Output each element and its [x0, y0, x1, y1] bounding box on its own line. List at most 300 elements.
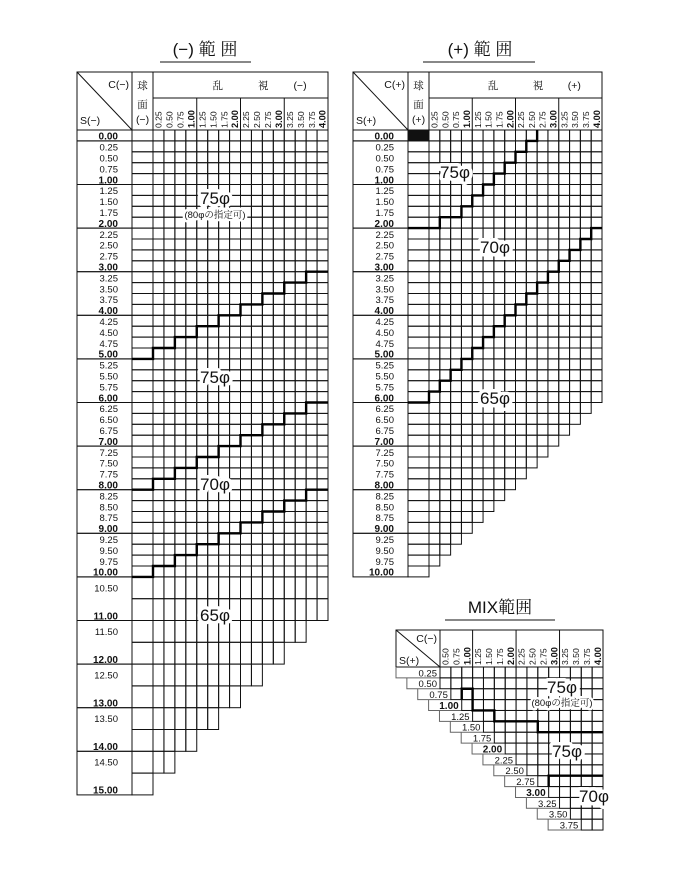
- grid-cell: [164, 163, 175, 174]
- plus-sphere-row-label: 2.25: [375, 229, 394, 241]
- grid-cell: [262, 348, 273, 359]
- plus-sphere-row-label: 4.25: [375, 317, 394, 328]
- mix-cyl-column-label: 2.50: [527, 648, 538, 665]
- grid-cell: [472, 446, 483, 457]
- grid-cell: [132, 730, 153, 752]
- grid-cell: [175, 621, 186, 643]
- grid-cell: [580, 359, 591, 370]
- grid-cell: [451, 689, 462, 700]
- grid-cell: [262, 381, 273, 392]
- grid-cell: [472, 370, 483, 381]
- grid-cell: [284, 228, 295, 239]
- grid-cell: [186, 272, 197, 283]
- grid-cell: [472, 195, 483, 206]
- grid-cell: [317, 185, 328, 196]
- grid-cell: [580, 141, 591, 152]
- grid-cell: [186, 446, 197, 457]
- grid-cell: [197, 250, 208, 261]
- grid-cell: [284, 141, 295, 152]
- grid-cell: [472, 217, 483, 228]
- plus-sphere-row-label: 10.00: [368, 567, 394, 579]
- grid-cell: [408, 250, 429, 261]
- plus-zone-diameter-label: 75φ: [440, 163, 470, 182]
- grid-cell: [505, 468, 516, 479]
- grid-cell: [516, 206, 527, 217]
- grid-cell: [429, 424, 440, 435]
- grid-cell: [132, 250, 153, 261]
- grid-cell: [461, 250, 472, 261]
- grid-cell: [440, 250, 451, 261]
- grid-cell: [461, 468, 472, 479]
- grid-cell: [295, 490, 306, 501]
- grid-cell: [284, 261, 295, 272]
- grid-cell: [241, 381, 252, 392]
- minus-sphere-row-label: 2.75: [99, 251, 118, 263]
- grid-cell: [153, 599, 164, 621]
- grid-cell: [208, 392, 219, 403]
- grid-cell: [549, 787, 560, 798]
- grid-cell: [440, 326, 451, 337]
- minus-sphere-row-label: 1.75: [99, 208, 118, 219]
- grid-cell: [175, 555, 186, 566]
- grid-cell: [505, 283, 516, 294]
- grid-cell: [548, 304, 559, 315]
- grid-cell: [132, 217, 153, 228]
- grid-cell: [241, 446, 252, 457]
- grid-cell: [429, 348, 440, 359]
- grid-cell: [559, 174, 570, 185]
- grid-cell: [537, 130, 548, 141]
- grid-cell: [273, 185, 284, 196]
- grid-cell: [251, 217, 262, 228]
- grid-cell: [472, 304, 483, 315]
- grid-cell: [461, 185, 472, 196]
- grid-cell: [306, 522, 317, 533]
- grid-cell: [591, 195, 602, 206]
- grid-cell: [526, 250, 537, 261]
- plus-sphere-row-label: 2.00: [374, 218, 394, 230]
- grid-cell: [197, 686, 208, 708]
- grid-cell: [186, 435, 197, 446]
- grid-cell: [284, 403, 295, 414]
- grid-cell: [526, 315, 537, 326]
- grid-cell: [570, 152, 581, 163]
- grid-cell: [175, 435, 186, 446]
- grid-cell: [153, 359, 164, 370]
- minus-cyl-column-label: 4.00: [317, 110, 328, 128]
- grid-cell: [429, 185, 440, 196]
- grid-cell: [483, 261, 494, 272]
- grid-cell: [175, 566, 186, 577]
- grid-cell: [132, 294, 153, 305]
- plus-cyl-column-label: 1.50: [483, 111, 494, 128]
- grid-cell: [537, 304, 548, 315]
- grid-cell: [516, 413, 527, 424]
- grid-cell: [581, 710, 592, 721]
- grid-cell: [132, 773, 153, 795]
- grid-cell: [153, 424, 164, 435]
- grid-cell: [570, 141, 581, 152]
- plus-zone-diameter-label: 65φ: [480, 389, 510, 408]
- grid-cell: [317, 239, 328, 250]
- grid-cell: [273, 599, 284, 621]
- grid-cell: [483, 490, 494, 501]
- grid-cell: [537, 163, 548, 174]
- grid-cell: [175, 370, 186, 381]
- grid-cell: [153, 522, 164, 533]
- grid-cell: [591, 326, 602, 337]
- grid-cell: [472, 435, 483, 446]
- grid-cell: [580, 304, 591, 315]
- grid-cell: [295, 326, 306, 337]
- plus-sphere-row-label: 5.00: [374, 349, 394, 361]
- plus-cyl-column-label: 1.25: [472, 111, 483, 128]
- grid-cell: [197, 522, 208, 533]
- grid-cell: [197, 512, 208, 523]
- plus-sphere-row-label: 0.50: [375, 153, 394, 165]
- grid-cell: [559, 326, 570, 337]
- grid-cell: [526, 217, 537, 228]
- plus-sphere-row-label: 7.50: [375, 458, 394, 470]
- grid-cell: [164, 599, 175, 621]
- plus-sphere-row-label: 5.75: [375, 382, 394, 394]
- grid-cell: [230, 446, 241, 457]
- grid-cell: [284, 326, 295, 337]
- grid-cell: [208, 555, 219, 566]
- grid-cell: [306, 348, 317, 359]
- grid-cell: [461, 272, 472, 283]
- minus-sphere-row-label: 11.00: [93, 611, 118, 623]
- minus-sphere-row-label: 3.25: [99, 273, 118, 285]
- grid-cell: [429, 141, 440, 152]
- grid-cell: [570, 185, 581, 196]
- grid-cell: [570, 359, 581, 370]
- plus-sphere-row-label: 1.00: [374, 175, 394, 187]
- grid-cell: [284, 370, 295, 381]
- grid-cell: [164, 544, 175, 555]
- grid-cell: [440, 206, 451, 217]
- grid-cell: [505, 435, 516, 446]
- grid-cell: [451, 468, 462, 479]
- grid-cell: [472, 272, 483, 283]
- grid-cell: [197, 392, 208, 403]
- minus-sphere-row-label: 4.25: [99, 317, 118, 328]
- grid-cell: [262, 239, 273, 250]
- mix-zone-diameter-label: 75φ: [547, 678, 577, 697]
- grid-cell: [230, 664, 241, 686]
- grid-cell: [505, 700, 516, 711]
- plus-sphere-row-label: 8.25: [375, 491, 394, 503]
- grid-cell: [219, 577, 230, 599]
- grid-cell: [516, 228, 527, 239]
- grid-cell: [440, 392, 451, 403]
- grid-cell: [251, 381, 262, 392]
- grid-cell: [559, 195, 570, 206]
- grid-cell: [408, 174, 429, 185]
- grid-cell: [230, 566, 241, 577]
- grid-cell: [164, 272, 175, 283]
- grid-cell: [208, 250, 219, 261]
- grid-cell: [494, 490, 505, 501]
- grid-cell: [537, 435, 548, 446]
- grid-cell: [219, 522, 230, 533]
- grid-cell: [186, 490, 197, 501]
- grid-cell: [132, 577, 153, 599]
- grid-cell: [451, 195, 462, 206]
- grid-cell: [592, 710, 603, 721]
- grid-cell: [581, 678, 592, 689]
- grid-cell: [505, 479, 516, 490]
- grid-cell: [251, 304, 262, 315]
- grid-cell: [440, 667, 451, 678]
- grid-cell: [408, 370, 429, 381]
- grid-cell: [175, 403, 186, 414]
- minus-sphere-row-label: 9.75: [99, 556, 118, 568]
- grid-cell: [219, 261, 230, 272]
- grid-cell: [408, 555, 429, 566]
- minus-sphere-row-label: 7.00: [98, 436, 118, 448]
- plus-sphere-row-label: 1.75: [375, 208, 394, 219]
- grid-cell: [230, 239, 241, 250]
- grid-cell: [153, 206, 164, 217]
- grid-cell: [483, 370, 494, 381]
- grid-cell: [461, 228, 472, 239]
- grid-cell: [273, 195, 284, 206]
- grid-cell: [164, 708, 175, 730]
- grid-cell: [153, 381, 164, 392]
- grid-cell: [472, 457, 483, 468]
- grid-cell: [494, 304, 505, 315]
- grid-cell: [461, 490, 472, 501]
- grid-cell: [241, 283, 252, 294]
- grid-cell: [537, 250, 548, 261]
- grid-cell: [505, 185, 516, 196]
- grid-cell: [451, 359, 462, 370]
- grid-cell: [230, 413, 241, 424]
- minus-sphere-row-label: 8.50: [99, 502, 118, 514]
- grid-cell: [516, 403, 527, 414]
- grid-cell: [241, 479, 252, 490]
- grid-cell: [408, 152, 429, 163]
- grid-cell: [429, 250, 440, 261]
- grid-cell: [570, 776, 581, 787]
- grid-cell: [538, 710, 549, 721]
- grid-cell: [186, 174, 197, 185]
- grid-cell: [451, 490, 462, 501]
- grid-cell: [483, 272, 494, 283]
- grid-cell: [273, 294, 284, 305]
- grid-cell: [208, 174, 219, 185]
- grid-cell: [440, 522, 451, 533]
- grid-cell: [527, 667, 538, 678]
- grid-cell: [132, 141, 153, 152]
- grid-cell: [451, 141, 462, 152]
- grid-cell: [241, 642, 252, 664]
- grid-cell: [306, 174, 317, 185]
- grid-cell: [175, 413, 186, 424]
- grid-cell: [197, 163, 208, 174]
- minus-cyl-header-char: 乱: [212, 80, 223, 92]
- grid-cell: [208, 304, 219, 315]
- grid-cell: [153, 304, 164, 315]
- grid-cell: [306, 130, 317, 141]
- grid-cell: [537, 315, 548, 326]
- grid-cell: [440, 228, 451, 239]
- plus-sphere-row-label: 0.75: [375, 164, 394, 176]
- grid-cell: [408, 413, 429, 424]
- grid-cell: [317, 457, 328, 468]
- grid-cell: [548, 359, 559, 370]
- grid-cell: [516, 435, 527, 446]
- grid-cell: [241, 370, 252, 381]
- plus-cyl-column-label: 3.25: [559, 111, 570, 128]
- grid-cell: [570, 392, 581, 403]
- grid-cell: [306, 566, 317, 577]
- grid-cell: [197, 424, 208, 435]
- grid-cell: [570, 195, 581, 206]
- grid-cell: [560, 667, 571, 678]
- grid-cell: [186, 479, 197, 490]
- grid-cell: [164, 315, 175, 326]
- grid-cell: [186, 163, 197, 174]
- grid-cell: [153, 195, 164, 206]
- grid-cell: [306, 294, 317, 305]
- grid-cell: [429, 522, 440, 533]
- grid-cell: [494, 468, 505, 479]
- grid-cell: [559, 217, 570, 228]
- grid-cell: [429, 468, 440, 479]
- grid-cell: [483, 721, 494, 732]
- grid-cell: [580, 326, 591, 337]
- grid-cell: [580, 174, 591, 185]
- grid-cell: [559, 381, 570, 392]
- grid-cell: [262, 152, 273, 163]
- grid-cell: [273, 544, 284, 555]
- grid-cell: [559, 239, 570, 250]
- mix-cyl-column-label: 3.75: [581, 648, 592, 665]
- grid-cell: [208, 130, 219, 141]
- grid-cell: [273, 315, 284, 326]
- grid-cell: [440, 283, 451, 294]
- grid-cell: [451, 239, 462, 250]
- grid-cell: [219, 403, 230, 414]
- grid-cell: [516, 457, 527, 468]
- grid-cell: [451, 261, 462, 272]
- grid-cell: [451, 250, 462, 261]
- grid-cell: [284, 304, 295, 315]
- grid-cell: [548, 250, 559, 261]
- grid-cell: [494, 689, 505, 700]
- grid-cell: [570, 337, 581, 348]
- grid-cell: [451, 522, 462, 533]
- grid-cell: [241, 195, 252, 206]
- grid-cell: [317, 304, 328, 315]
- grid-cell: [251, 337, 262, 348]
- grid-cell: [526, 261, 537, 272]
- plus-cyl-column-label: 0.50: [440, 111, 451, 128]
- grid-cell: [208, 522, 219, 533]
- grid-cell: [284, 621, 295, 643]
- grid-cell: [429, 228, 440, 239]
- grid-cell: [451, 185, 462, 196]
- grid-cell: [549, 667, 560, 678]
- grid-cell: [208, 326, 219, 337]
- grid-cell: [251, 490, 262, 501]
- grid-cell: [451, 348, 462, 359]
- grid-cell: [592, 732, 603, 743]
- grid-cell: [429, 403, 440, 414]
- grid-cell: [230, 185, 241, 196]
- grid-cell: [241, 544, 252, 555]
- grid-cell: [175, 337, 186, 348]
- grid-cell: [537, 337, 548, 348]
- grid-cell: [306, 457, 317, 468]
- grid-cell: [483, 326, 494, 337]
- grid-cell: [230, 533, 241, 544]
- grid-cell: [408, 141, 429, 152]
- grid-cell: [132, 359, 153, 370]
- grid-cell: [175, 228, 186, 239]
- grid-cell: [570, 710, 581, 721]
- grid-cell: [175, 239, 186, 250]
- grid-cell: [306, 577, 317, 599]
- grid-cell: [186, 152, 197, 163]
- grid-cell: [262, 490, 273, 501]
- minus-sphere-row-label: 6.50: [99, 415, 118, 427]
- grid-cell: [284, 446, 295, 457]
- grid-cell: [526, 304, 537, 315]
- grid-cell: [251, 185, 262, 196]
- grid-cell: [440, 533, 451, 544]
- grid-cell: [241, 512, 252, 523]
- grid-cell: [592, 819, 603, 830]
- grid-cell: [505, 294, 516, 305]
- minus-corner-sphere-label: S(−): [80, 115, 101, 127]
- grid-cell: [273, 566, 284, 577]
- grid-cell: [186, 392, 197, 403]
- grid-cell: [494, 152, 505, 163]
- mix-sphere-row-label: 3.00: [526, 787, 546, 799]
- grid-cell: [527, 710, 538, 721]
- plus-sphere-row-label: 0.25: [375, 142, 394, 154]
- grid-cell: [219, 413, 230, 424]
- grid-cell: [273, 250, 284, 261]
- grid-cell: [472, 512, 483, 523]
- grid-cell: [230, 272, 241, 283]
- grid-cell: [284, 185, 295, 196]
- grid-cell: [197, 130, 208, 141]
- plus-sphere-header-char: 面: [413, 99, 424, 111]
- grid-cell: [408, 185, 429, 196]
- grid-cell: [317, 533, 328, 544]
- grid-cell: [132, 413, 153, 424]
- grid-cell: [440, 315, 451, 326]
- plus-cyl-column-label: 0.75: [451, 111, 462, 128]
- grid-cell: [251, 250, 262, 261]
- grid-cell: [560, 765, 571, 776]
- grid-cell: [473, 667, 484, 678]
- grid-cell: [164, 130, 175, 141]
- grid-cell: [440, 490, 451, 501]
- grid-cell: [306, 195, 317, 206]
- grid-cell: [132, 621, 153, 643]
- grid-cell: [560, 721, 571, 732]
- grid-cell: [306, 326, 317, 337]
- grid-cell: [526, 174, 537, 185]
- plus-cyl-column-label: 1.00: [462, 110, 473, 128]
- grid-cell: [548, 424, 559, 435]
- grid-cell: [429, 326, 440, 337]
